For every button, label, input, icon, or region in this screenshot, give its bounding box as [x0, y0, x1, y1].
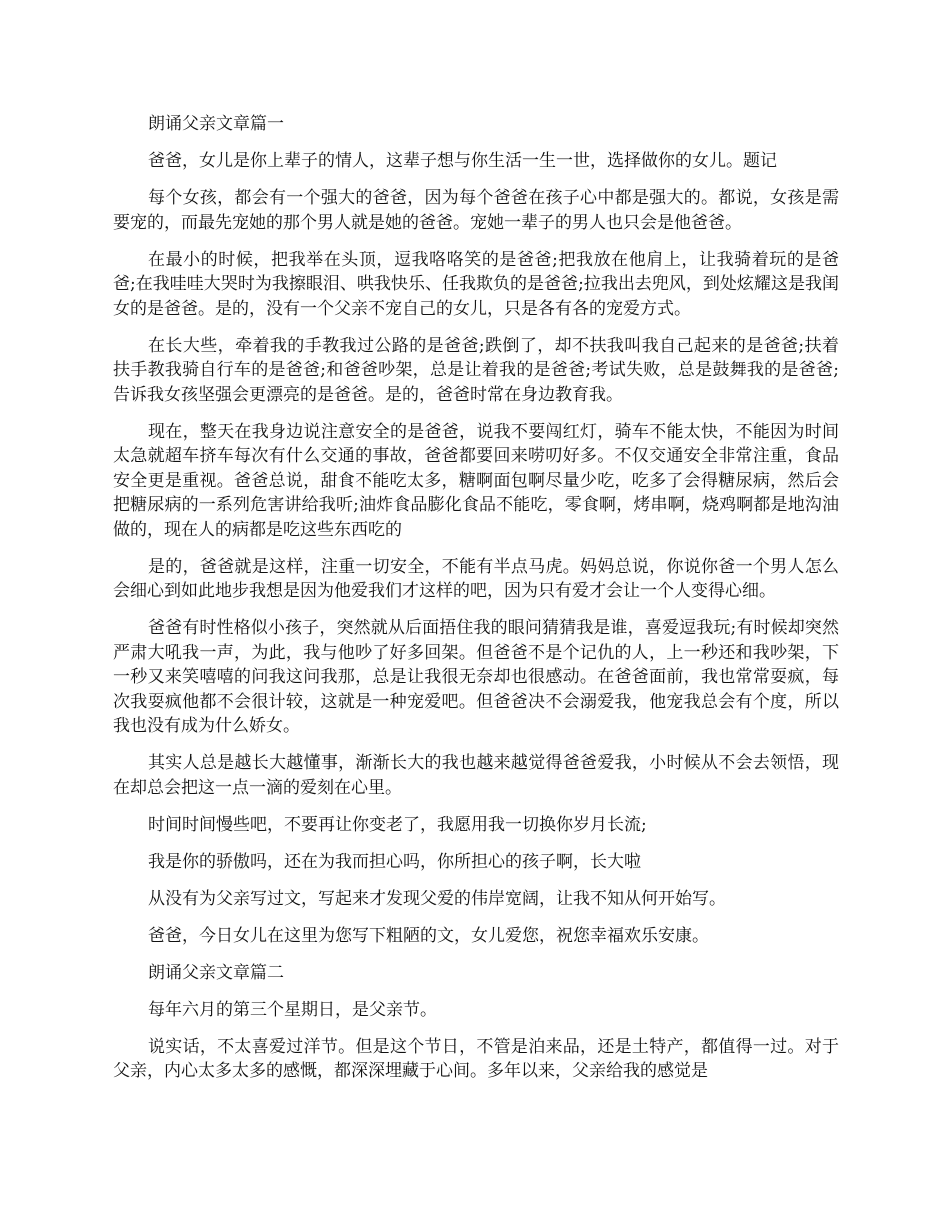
paragraph: 爸爸，今日女儿在这里为您写下粗陋的文，女儿爱您，祝您幸福欢乐安康。 [148, 925, 709, 946]
section-heading-2: 朗诵父亲文章篇二 [148, 962, 284, 983]
paragraph: 是的，爸爸就是这样，注重一切安全，不能有半点马虎。妈妈总说，你说你爸一个男人怎么会细心到如此地步我想是因为他爱我们才这样的吧，因为只有爱才会让一个人变得心细。 [113, 556, 839, 601]
paragraph: 我是你的骄傲吗，还在为我而担心吗，你所担心的孩子啊，长大啦 [148, 851, 641, 872]
document-body [113, 112, 839, 1096]
paragraph: 现在，整天在我身边说注意安全的是爸爸，说我不要闯红灯，骑车不能太快，不能因为时间太急就超车挤车每次有什么交通的事故，爸爸都要回来唠叨好多。不仅交通安全非常注重，食品安全更是重视。爸爸总说，甜食不能吃太多，糖啊面包啊尽量少吃，吃多了会得糖尿病，然后会把糖尿病的一系列危害讲给我听;油炸食品膨化食品不能吃，零食啊，烤串啊，烧鸡啊都是地沟油做的，现在人的病都是吃这些东西吃的 [113, 421, 839, 540]
paragraph: 其实人总是越长大越懂事，渐渐长大的我也越来越觉得爸爸爱我，小时候从不会去领悟，现在却总会把这一点一滴的爱刻在心里。 [113, 753, 839, 798]
paragraph: 爸爸，女儿是你上辈子的情人，这辈子想与你生活一生一世，选择做你的女儿。题记 [148, 151, 777, 171]
paragraph: 时间时间慢些吧，不要再让你变老了，我愿用我一切换你岁月长流; [148, 814, 647, 835]
paragraph: 从没有为父亲写过文，写起来才发现父爱的伟岸宽阔，让我不知从何开始写。 [148, 888, 726, 909]
paragraph: 每个女孩，都会有一个强大的爸爸，因为每个爸爸在孩子心中都是强大的。都说，女孩是需要宠的，而最先宠她的那个男人就是她的爸爸。宠她一辈子的男人也只会是他爸爸。 [113, 188, 839, 233]
paragraph: 在长大些，牵着我的手教我过公路的是爸爸;跌倒了，却不扶我叫我自己起来的是爸爸;扶着扶手教我骑自行车的是爸爸;和爸爸吵架，总是让着我的是爸爸;考试失败，总是鼓舞我的是爸爸;告诉我女孩坚强会更漂亮的是爸爸。是的，爸爸时常在身边教育我。 [113, 335, 839, 405]
paragraph: 每年六月的第三个星期日，是父亲节。 [148, 999, 437, 1020]
paragraph: 爸爸有时性格似小孩子，突然就从后面捂住我的眼问猜猜我是谁，喜爱逗我玩;有时候却突然严肃大吼我一声，为此，我与他吵了好多回架。但爸爸不是个记仇的人，上一秒还和我吵架，下一秒又来笑嘻嘻的问我这问我那，总是让我很无奈却也很感动。在爸爸面前，我也常常耍疯，每次我耍疯他都不会很计较，这就是一种宠爱吧。但爸爸决不会溺爱我，他宠我总会有个度，所以我也没有成为什么娇女。 [113, 618, 839, 736]
paragraph: 说实话，不太喜爱过洋节。但是这个节日，不管是泊来品，还是土特产，都值得一过。对于父亲，内心太多太多的感慨，都深深埋藏于心间。多年以来，父亲给我的感觉是 [113, 1036, 839, 1081]
section-heading-1: 朗诵父亲文章篇一 [148, 114, 284, 134]
paragraph: 在最小的时候，把我举在头顶，逗我咯咯笑的是爸爸;把我放在他肩上，让我骑着玩的是爸爸;在我哇哇大哭时为我擦眼泪、哄我快乐、任我欺负的是爸爸;拉我出去兜风，到处炫耀这是我闺女的是爸爸。是的，没有一个父亲不宠自己的女儿，只是各有各的宠爱方式。 [113, 249, 839, 319]
